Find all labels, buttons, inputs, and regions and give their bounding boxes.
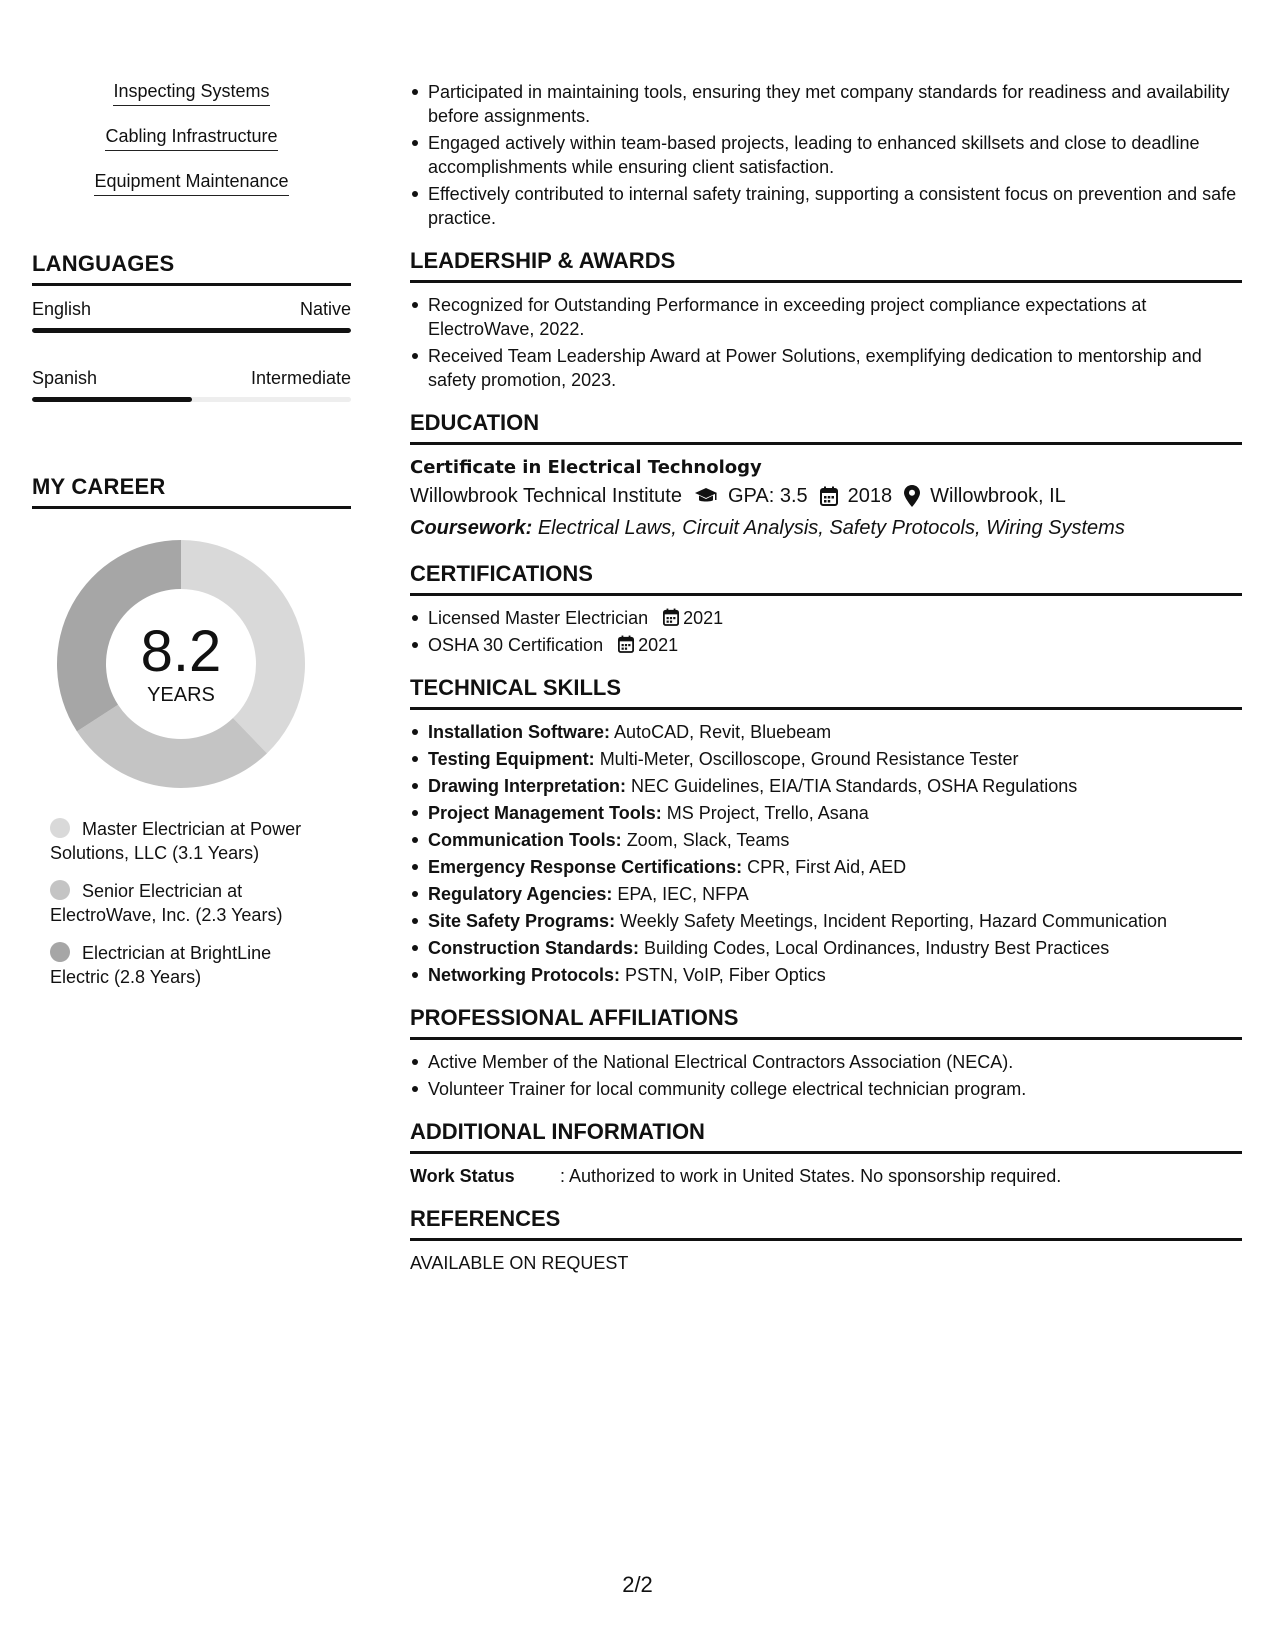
skill-values: Multi-Meter, Oscilloscope, Ground Resistance Tester <box>599 749 1019 769</box>
list-item: Received Team Leadership Award at Power Solutions, exemplifying dedication to mentorship and safety promotion, 2023. <box>410 344 1242 392</box>
gpa: GPA: 3.5 <box>727 485 808 507</box>
left-column <box>32 80 351 1003</box>
list-item <box>410 909 1242 933</box>
certifications-heading: CERTIFICATIONS <box>410 561 1242 596</box>
leadership-heading: LEADERSHIP & AWARDS <box>410 248 1242 283</box>
skill-category: Site Safety Programs: <box>428 911 616 931</box>
certification-name: Licensed Master Electrician <box>428 608 649 628</box>
language-proficiency-bar <box>32 328 351 333</box>
skill-link: Cabling Infrastructure <box>105 125 277 151</box>
legend-dot <box>50 942 70 962</box>
affiliations-heading: PROFESSIONAL AFFILIATIONS <box>410 1005 1242 1040</box>
skill-values: NEC Guidelines, EIA/TIA Standards, OSHA Regulations <box>631 776 1078 796</box>
coursework-value: Electrical Laws, Circuit Analysis, Safety Protocols, Wiring Systems <box>537 517 1125 539</box>
list-item <box>410 747 1242 771</box>
language-proficiency-bar <box>32 397 351 402</box>
education-heading: EDUCATION <box>410 410 1242 445</box>
list-item: Recognized for Outstanding Performance in exceeding project compliance expectations at ElectroWave, 2022. <box>410 293 1242 341</box>
legend-item <box>50 879 332 927</box>
list-item: Participated in maintaining tools, ensuring they met company standards for readiness and availability before assignments. <box>410 80 1242 128</box>
calendar-icon <box>820 486 838 506</box>
calendar-icon <box>618 635 634 653</box>
list-item <box>410 606 1242 630</box>
languages-section <box>32 251 351 402</box>
language-level: Native <box>299 299 351 319</box>
list-item <box>410 828 1242 852</box>
list-item: Effectively contributed to internal safety training, supporting a consistent focus on prevention and safe practice. <box>410 182 1242 230</box>
skill-values: PSTN, VoIP, Fiber Optics <box>625 965 826 985</box>
career-total-years: 8.2 <box>140 619 222 684</box>
list-item <box>410 936 1242 960</box>
list-item: Active Member of the National Electrical Contractors Association (NECA). <box>410 1050 1242 1074</box>
skill-values: MS Project, Trello, Asana <box>666 803 869 823</box>
skill-category: Communication Tools: <box>428 830 622 850</box>
skill-values: Zoom, Slack, Teams <box>626 830 790 850</box>
education-entry <box>410 455 1242 543</box>
language-proficiency-fill <box>32 328 351 333</box>
legend-label: Master Electrician at Power Solutions, LLC (3.1 Years) <box>50 819 302 863</box>
legend-dot <box>50 880 70 900</box>
coursework <box>410 513 1242 543</box>
coursework-label: Coursework: <box>410 517 533 539</box>
legend-item <box>50 817 332 865</box>
skill-link: Inspecting Systems <box>113 80 269 106</box>
certification-year: 2021 <box>683 608 724 628</box>
skill-values: AutoCAD, Revit, Bluebeam <box>614 722 832 742</box>
language-row <box>32 298 351 320</box>
additional-info-heading: ADDITIONAL INFORMATION <box>410 1119 1242 1154</box>
list-item: Engaged actively within team-based projects, leading to enhanced skillsets and close to deadline accomplishments while ensuring client satisfaction. <box>410 131 1242 179</box>
skill-category: Regulatory Agencies: <box>428 884 613 904</box>
skill-category: Construction Standards: <box>428 938 640 958</box>
work-status-row <box>410 1164 1242 1188</box>
certification-year: 2021 <box>638 635 679 655</box>
skill-category: Testing Equipment: <box>428 749 595 769</box>
list-item <box>410 882 1242 906</box>
legend-label: Electrician at BrightLine Electric (2.8 Years) <box>50 943 272 987</box>
list-item <box>410 801 1242 825</box>
skill-values: CPR, First Aid, AED <box>747 857 907 877</box>
list-item <box>410 774 1242 798</box>
graduation-year: 2018 <box>847 485 893 507</box>
language-name: Spanish <box>32 368 98 388</box>
references-text: AVAILABLE ON REQUEST <box>410 1253 629 1273</box>
technical-skills-heading: TECHNICAL SKILLS <box>410 675 1242 710</box>
skill-category: Networking Protocols: <box>428 965 621 985</box>
calendar-icon <box>663 608 679 626</box>
language-proficiency-fill <box>32 397 192 402</box>
list-item <box>410 855 1242 879</box>
skill-link: Equipment Maintenance <box>94 170 288 196</box>
skill-values: Building Codes, Local Ordinances, Industry Best Practices <box>644 938 1110 958</box>
language-level: Intermediate <box>250 368 351 388</box>
skill-category: Emergency Response Certifications: <box>428 857 743 877</box>
experience-bullets <box>410 80 1242 230</box>
skill-category: Installation Software: <box>428 722 611 742</box>
right-column <box>410 80 1242 1275</box>
skill-values: EPA, IEC, NFPA <box>617 884 749 904</box>
certification-name: OSHA 30 Certification <box>428 635 604 655</box>
leadership-list <box>410 293 1242 392</box>
career-total-unit: YEARS <box>147 684 215 706</box>
technical-skills-list <box>410 720 1242 987</box>
legend-dot <box>50 818 70 838</box>
school-location: Willowbrook, IL <box>930 485 1066 507</box>
skill-links <box>32 80 351 215</box>
skill-category: Project Management Tools: <box>428 803 662 823</box>
language-row <box>32 367 351 389</box>
skill-category: Drawing Interpretation: <box>428 776 627 796</box>
career-section <box>32 474 351 989</box>
degree-title: Certificate in Electrical Technology <box>410 457 762 478</box>
language-name: English <box>32 299 92 319</box>
references-heading: REFERENCES <box>410 1206 1242 1241</box>
legend-label: Senior Electrician at ElectroWave, Inc. (2.3 Years) <box>50 881 283 925</box>
languages-heading: LANGUAGES <box>32 251 351 286</box>
career-donut-chart <box>56 539 306 789</box>
list-item <box>410 633 1242 657</box>
career-legend <box>32 817 332 989</box>
legend-item <box>50 941 332 989</box>
list-item: Volunteer Trainer for local community college electrical technician program. <box>410 1077 1242 1101</box>
affiliations-list <box>410 1050 1242 1101</box>
school-name: Willowbrook Technical Institute <box>410 485 682 507</box>
work-status-value: : Authorized to work in United States. No sponsorship required. <box>560 1166 1062 1186</box>
skill-values: Weekly Safety Meetings, Incident Reporting, Hazard Communication <box>620 911 1168 931</box>
certifications-list <box>410 606 1242 657</box>
page-number: 2/2 <box>622 1572 653 1597</box>
location-pin-icon <box>904 485 920 507</box>
list-item <box>410 963 1242 987</box>
career-heading: MY CAREER <box>32 474 351 509</box>
graduation-cap-icon <box>694 487 718 505</box>
list-item <box>410 720 1242 744</box>
work-status-label: Work Status <box>410 1166 515 1186</box>
